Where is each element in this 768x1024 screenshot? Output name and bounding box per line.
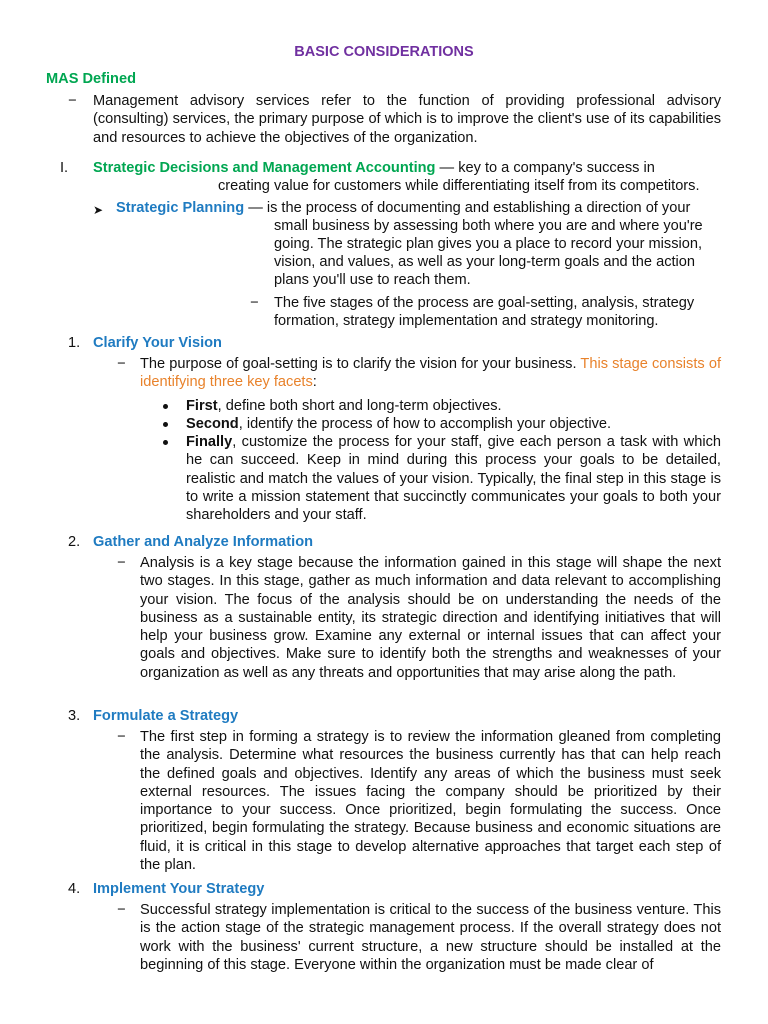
section-heading-line	[93, 159, 655, 177]
bullet-icon	[161, 434, 171, 444]
dash-marker: −	[250, 295, 259, 311]
bullet-item	[186, 415, 721, 433]
mas-defined-heading: MAS Defined	[46, 71, 136, 87]
step-4-text: Successful strategy implementation is critical to the success of the business venture. This is the action stage of the strategic management process. If the overall strategy does not work with the business' current structure, a new structure should be installed at the beginning of this stage. Everyone within the organization must be made clear of	[140, 902, 721, 973]
strategic-planning-line-2: small business by assessing both where you are and where you're	[274, 218, 703, 234]
bullet-item	[186, 397, 721, 415]
step-heading-clarify: Clarify Your Vision	[93, 335, 222, 351]
strategic-planning-heading: Strategic Planning	[116, 200, 245, 216]
step-1-colon: :	[312, 374, 317, 391]
step-number: 4.	[68, 881, 81, 897]
strategic-planning-lead: — is the process of documenting and establishing a direction of your	[248, 200, 691, 216]
bullet-text: , identify the process of how to accomplish your objective.	[238, 416, 612, 432]
bullet-item	[186, 433, 721, 524]
step-2-text: Analysis is a key stage because the information gained in this stage will shape the next two stages. In this stage, gather as much information and data relevant to accomplishing your vision. The focus of the analysis should be on understanding the needs of the business as a sustainable entity, its strategic direction and identifying initiatives that will help your business grow. Examine any external or internal issues that can affect your goals and objectives. Make sure to identify both the strengths and weaknesses of your organization as well as any threats and opportunities that may arise along the path.	[140, 555, 721, 681]
dash-marker: −	[117, 729, 126, 745]
dash-marker: −	[117, 356, 126, 372]
step-1-text-highlight: This stage consists of identifying three key facets	[140, 356, 721, 391]
arrow-bullet-icon: ➤	[93, 203, 104, 217]
section-text-line2: creating value for customers while differentiating itself from its competitors.	[218, 178, 700, 194]
step-number: 3.	[68, 708, 81, 724]
bullet-lead: First	[186, 398, 218, 414]
step-heading-gather: Gather and Analyze Information	[93, 534, 314, 550]
strategic-planning-line-3: going. The strategic plan gives you a place to record your mission,	[274, 236, 703, 252]
step-1-text-main: The purpose of goal-setting is to clarify the vision for your business.	[140, 356, 577, 372]
bullet-lead: Second	[186, 416, 239, 432]
bullet-lead: Finally	[186, 434, 233, 450]
dash-marker: −	[117, 555, 126, 571]
bullet-icon	[161, 398, 171, 408]
step-1-text	[140, 355, 721, 392]
strategic-planning-line-4: vision, and values, as well as your long-term goals and the action	[274, 254, 696, 270]
step-number: 2.	[68, 534, 81, 550]
strategic-planning-line	[116, 199, 690, 217]
dash-marker: −	[117, 902, 126, 918]
page-title: BASIC CONSIDERATIONS	[294, 44, 474, 60]
step-3-text: The first step in forming a strategy is to review the information gleaned from completing the analysis. Determine what resources the business currently has that can help reach the defined goals and objectives. Identify any areas of which the business must seek external resources. The issues facing the company should be prioritized by their importance to your success. Once prioritized, begin formulating the success. Once prioritized, begin formulating the strategy. Because business and economic situations are fluid, it is critical in this stage to develop alternative approaches that target each step of the plan.	[140, 729, 721, 874]
bullet-icon	[161, 416, 171, 426]
five-stages-line2: formation, strategy implementation and strategy monitoring.	[274, 313, 659, 329]
bullet-text: , customize the process for your staff, give each person a task with which he can succeed. Keep in mind during this process your goals to be detailed, realistic and match the values of your vision. Typically, the final step in this stage is to write a mission statement that succinctly communicates your goals to both your shareholders and your staff.	[186, 434, 721, 524]
step-number: 1.	[68, 335, 81, 351]
section-numeral: I.	[60, 160, 69, 176]
step-heading-formulate: Formulate a Strategy	[93, 708, 239, 724]
five-stages-line1: The five stages of the process are goal-setting, analysis, strategy	[274, 295, 695, 311]
section-heading: Strategic Decisions and Management Accounting	[93, 160, 436, 176]
dash-marker: −	[68, 93, 77, 109]
section-text-line1: — key to a company's success in	[439, 160, 655, 176]
mas-definition-text: Management advisory services refer to the function of providing professional advisory (consulting) services, the primary purpose of which is to improve the client's use of its capabilities and resources to achieve the objectives of the organization.	[93, 93, 721, 146]
bullet-text: , define both short and long-term objectives.	[217, 398, 502, 414]
strategic-planning-line-5: plans you'll use to reach them.	[274, 272, 471, 288]
step-heading-implement: Implement Your Strategy	[93, 881, 265, 897]
